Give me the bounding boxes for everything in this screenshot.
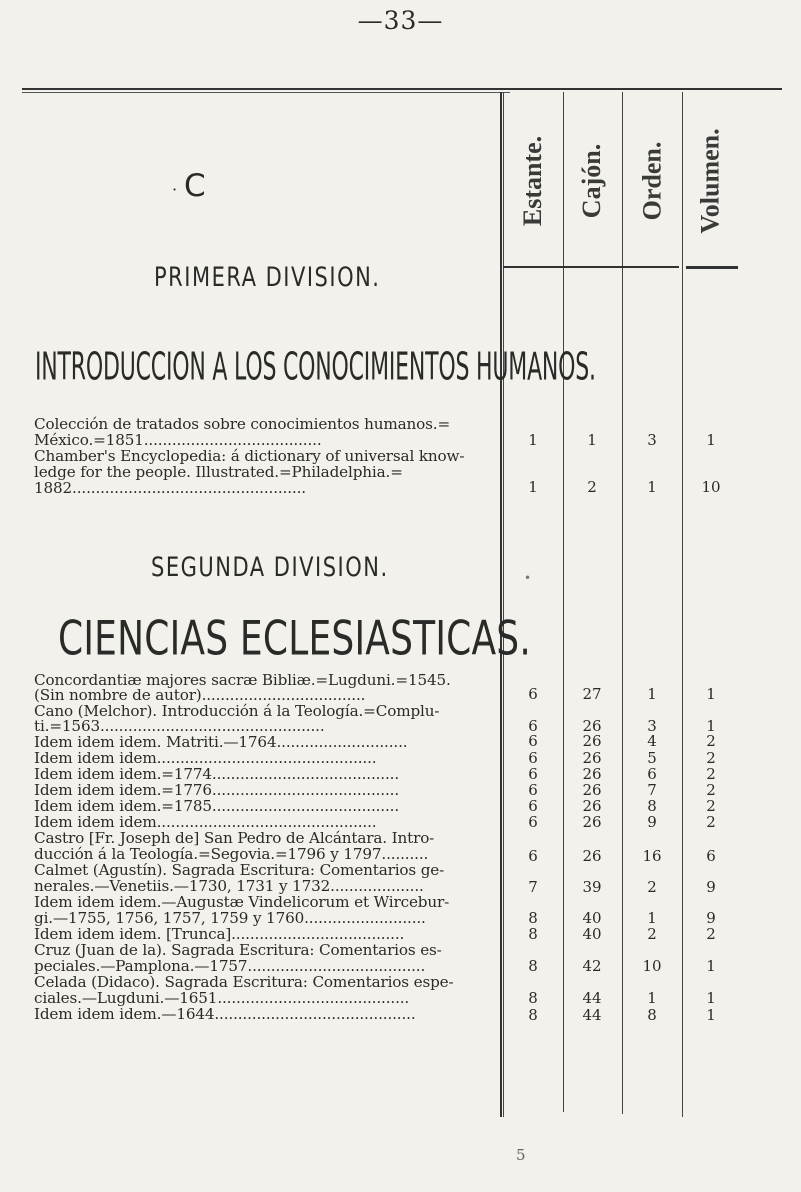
entry-line: Cruz (Juan de la). Sagrada Escritura: Comentarios es- bbox=[34, 941, 442, 959]
entry-line: ducción á la Teología.=Segovia.=1796 y 1797.......... bbox=[34, 845, 429, 863]
footer-mark: 5 bbox=[516, 1146, 526, 1164]
volumen-value: 1 bbox=[706, 717, 716, 735]
entry-line: ti.=1563................................................ bbox=[34, 717, 325, 735]
column-divider-left bbox=[500, 92, 502, 1117]
header-underline-volumen bbox=[686, 266, 738, 269]
volumen-value: 1 bbox=[706, 685, 716, 703]
estante-value: 6 bbox=[528, 732, 538, 750]
orden-value: 8 bbox=[647, 1006, 657, 1024]
volumen-value: 2 bbox=[706, 732, 716, 750]
cajon-value: 26 bbox=[582, 847, 602, 865]
volumen-value: 1 bbox=[706, 1006, 716, 1024]
estante-value: 6 bbox=[528, 847, 538, 865]
estante-value: 6 bbox=[528, 749, 538, 767]
cajon-value: 26 bbox=[582, 717, 602, 735]
cajon-value: 27 bbox=[582, 685, 602, 703]
estante-value: 8 bbox=[528, 1006, 538, 1024]
cajon-value: 39 bbox=[582, 878, 602, 896]
orden-value: 10 bbox=[642, 957, 662, 975]
entry-line: ledge for the people. Illustrated.=Philadelphia.= bbox=[34, 463, 403, 481]
entry-line: México.=1851...................................... bbox=[34, 431, 322, 449]
top-rule bbox=[22, 88, 782, 90]
entry-line: Idem idem idem.=1776........................................ bbox=[34, 781, 400, 799]
volumen-value: 2 bbox=[706, 925, 716, 943]
stray-mark: • bbox=[524, 571, 532, 585]
cajon-value: 42 bbox=[582, 957, 602, 975]
entry-line: Concordantiæ majores sacræ Bibliæ.=Lugduni.=1545. bbox=[34, 671, 451, 689]
entry-line: Idem idem idem. [Trunca]..................................... bbox=[34, 925, 405, 943]
orden-value: 3 bbox=[647, 717, 657, 735]
orden-value: 5 bbox=[647, 749, 657, 767]
entry-line: Idem idem idem.—1644........................................... bbox=[34, 1005, 416, 1023]
entry-line: Idem idem idem.=1774........................................ bbox=[34, 765, 400, 783]
entry-line: gi.—1755, 1756, 1757, 1759 y 1760.......................... bbox=[34, 909, 426, 927]
orden-value: 1 bbox=[647, 909, 657, 927]
estante-value: 6 bbox=[528, 717, 538, 735]
cajon-value: 26 bbox=[582, 781, 602, 799]
header-underline bbox=[503, 266, 679, 268]
entry-line: Celada (Didaco). Sagrada Escritura: Comentarios espe- bbox=[34, 973, 454, 991]
orden-value: 8 bbox=[647, 797, 657, 815]
estante-value: 1 bbox=[528, 478, 538, 496]
entry-line: nerales.—Venetiis.—1730, 1731 y 1732.................... bbox=[34, 877, 424, 895]
orden-value: 16 bbox=[642, 847, 662, 865]
estante-value: 8 bbox=[528, 925, 538, 943]
estante-value: 6 bbox=[528, 797, 538, 815]
volumen-value: 10 bbox=[701, 478, 721, 496]
entry-line: Idem idem idem. Matriti.—1764............................ bbox=[34, 733, 408, 751]
estante-value: 6 bbox=[528, 813, 538, 831]
column-divider-orden-volumen bbox=[682, 92, 683, 1117]
volumen-value: 1 bbox=[706, 957, 716, 975]
cajon-value: 1 bbox=[587, 431, 597, 449]
entry-line: Idem idem idem.=1785........................................ bbox=[34, 797, 400, 815]
cajon-value: 40 bbox=[582, 925, 602, 943]
estante-value: 6 bbox=[528, 765, 538, 783]
estante-value: 6 bbox=[528, 781, 538, 799]
volumen-value: 2 bbox=[706, 781, 716, 799]
page-number: —33— bbox=[357, 6, 444, 35]
estante-value: 6 bbox=[528, 685, 538, 703]
orden-value: 7 bbox=[647, 781, 657, 799]
cajon-value: 26 bbox=[582, 797, 602, 815]
entry-line: Idem idem idem............................................... bbox=[34, 813, 377, 831]
column-header-volumen: Volumen. bbox=[696, 127, 726, 234]
division-title-2: CIENCIAS ECLESIASTICAS. bbox=[58, 613, 532, 667]
entry-line: Castro [Fr. Joseph de] San Pedro de Alcántara. Intro- bbox=[34, 829, 435, 847]
column-divider-estante-cajon bbox=[563, 92, 564, 1112]
column-header-estante: Estante. bbox=[518, 135, 547, 226]
entry-line: Calmet (Agustín). Sagrada Escritura: Comentarios ge- bbox=[34, 861, 445, 879]
column-header-orden: Orden. bbox=[637, 141, 667, 220]
orden-value: 4 bbox=[647, 732, 657, 750]
estante-value: 8 bbox=[528, 909, 538, 927]
entry-line: Cano (Melchor). Introducción á la Teología.=Complu- bbox=[34, 702, 440, 720]
division-title-1: INTRODUCCION A LOS CONOCIMIENTOS HUMANOS. bbox=[35, 346, 596, 390]
orden-value: 3 bbox=[647, 431, 657, 449]
orden-value: 2 bbox=[647, 925, 657, 943]
cajon-value: 44 bbox=[582, 989, 602, 1007]
volumen-value: 1 bbox=[706, 431, 716, 449]
entry-line: Idem idem idem............................................... bbox=[34, 749, 377, 767]
entry-line: ciales.—Lugduni.—1651......................................... bbox=[34, 989, 410, 1007]
orden-value: 1 bbox=[647, 989, 657, 1007]
entry-line: Colección de tratados sobre conocimientos humanos.= bbox=[34, 415, 451, 433]
cajon-value: 26 bbox=[582, 765, 602, 783]
division-heading-2: SEGUNDA DIVISION. bbox=[151, 552, 389, 582]
cajon-value: 26 bbox=[582, 813, 602, 831]
section-letter-dot: · bbox=[172, 180, 178, 199]
volumen-value: 2 bbox=[706, 749, 716, 767]
column-divider-cajon-orden bbox=[622, 92, 623, 1114]
entry-line: (Sin nombre de autor)................................... bbox=[34, 686, 366, 704]
volumen-value: 2 bbox=[706, 797, 716, 815]
estante-value: 8 bbox=[528, 957, 538, 975]
section-letter: C bbox=[184, 168, 206, 204]
entry-line: peciales.—Pamplona.—1757...................................... bbox=[34, 957, 426, 975]
volumen-value: 2 bbox=[706, 765, 716, 783]
volumen-value: 9 bbox=[706, 909, 716, 927]
cajon-value: 26 bbox=[582, 749, 602, 767]
top-rule-thin bbox=[22, 92, 510, 93]
entry-line: 1882.................................................. bbox=[34, 479, 306, 497]
entry-line: Idem idem idem.—Augustæ Vindelicorum et Wircebur- bbox=[34, 893, 450, 911]
cajon-value: 2 bbox=[587, 478, 597, 496]
volumen-value: 2 bbox=[706, 813, 716, 831]
orden-value: 9 bbox=[647, 813, 657, 831]
column-divider-left-inner bbox=[503, 92, 504, 1117]
cajon-value: 40 bbox=[582, 909, 602, 927]
volumen-value: 9 bbox=[706, 878, 716, 896]
cajon-value: 44 bbox=[582, 1006, 602, 1024]
cajon-value: 26 bbox=[582, 732, 602, 750]
division-heading-1: PRIMERA DIVISION. bbox=[154, 262, 381, 292]
estante-value: 7 bbox=[528, 878, 538, 896]
entry-line: Chamber's Encyclopedia: á dictionary of universal know- bbox=[34, 447, 465, 465]
volumen-value: 1 bbox=[706, 989, 716, 1007]
estante-value: 1 bbox=[528, 431, 538, 449]
orden-value: 1 bbox=[647, 685, 657, 703]
column-header-cajon: Cajón. bbox=[577, 143, 606, 218]
orden-value: 1 bbox=[647, 478, 657, 496]
volumen-value: 6 bbox=[706, 847, 716, 865]
estante-value: 8 bbox=[528, 989, 538, 1007]
orden-value: 2 bbox=[647, 878, 657, 896]
orden-value: 6 bbox=[647, 765, 657, 783]
